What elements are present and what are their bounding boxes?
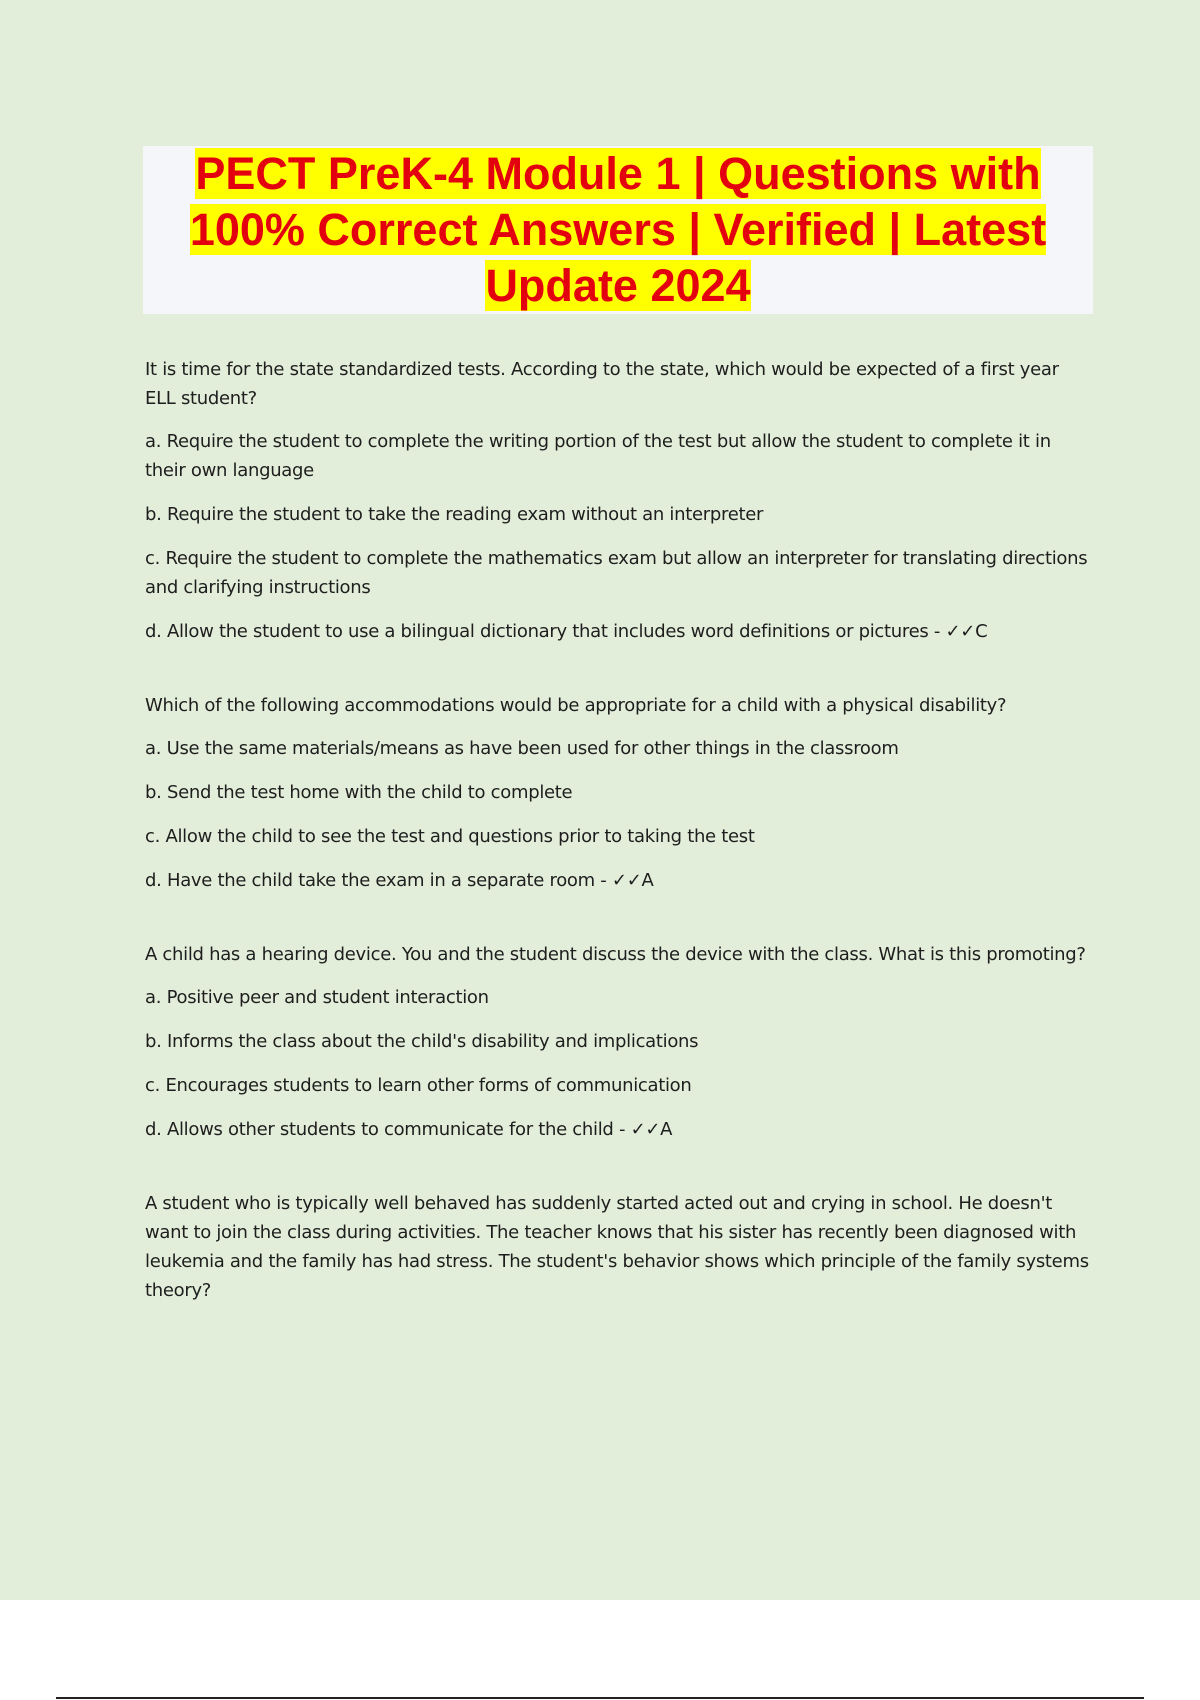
answer-option: c. Allow the child to see the test and questions prior to taking the test <box>145 826 755 847</box>
answer-option: a. Use the same materials/means as have been used for other things in the classroom <box>145 738 899 759</box>
question-text: A child has a hearing device. You and the student discuss the device with the class. What is this promoting? <box>145 944 1086 965</box>
document-title-box <box>143 146 1093 314</box>
answer-option-text: d. Have the child take the exam in a separate room <box>145 870 595 891</box>
answer-option: a. Positive peer and student interaction <box>145 987 489 1008</box>
answer-option: b. Send the test home with the child to complete <box>145 782 573 803</box>
document-title: PECT PreK-4 Module 1 | Questions with 100% Correct Answers | Verified | Latest Update 2024 <box>189 148 1047 311</box>
answer-option-last <box>145 866 1090 895</box>
document-body <box>145 355 1090 1350</box>
answer-option: b. Require the student to take the reading exam without an interpreter <box>145 504 764 525</box>
question-block <box>145 355 1090 646</box>
correct-answer-marker: - ✓✓C <box>933 621 988 642</box>
answer-option-last <box>145 1115 1090 1144</box>
answer-option: c. Require the student to complete the mathematics exam but allow an interpreter for translating directions and clarifying instructions <box>145 548 1088 598</box>
question-block <box>145 940 1090 1144</box>
answer-option: c. Encourages students to learn other forms of communication <box>145 1075 692 1096</box>
answer-option: b. Informs the class about the child's disability and implications <box>145 1031 699 1052</box>
question-text: Which of the following accommodations would be appropriate for a child with a physical disability? <box>145 695 1007 716</box>
question-text: A student who is typically well behaved has suddenly started acted out and crying in school. He doesn't want to join the class during activities. The teacher knows that his sister has recently been diagnosed with leukemia and the family has had stress. The student's behavior shows which principle of the family systems theory? <box>145 1193 1089 1301</box>
answer-option-text: d. Allows other students to communicate for the child <box>145 1119 614 1140</box>
correct-answer-marker: - ✓✓A <box>618 1119 673 1140</box>
answer-option: a. Require the student to complete the writing portion of the test but allow the student to complete it in their own language <box>145 431 1051 481</box>
correct-answer-marker: - ✓✓A <box>600 870 654 891</box>
question-block <box>145 1189 1090 1305</box>
page-divider <box>56 1697 1144 1699</box>
question-block <box>145 691 1090 895</box>
question-text: It is time for the state standardized tests. According to the state, which would be expected of a first year ELL student? <box>145 359 1059 409</box>
answer-option-text: d. Allow the student to use a bilingual dictionary that includes word definitions or pictures <box>145 621 929 642</box>
answer-option-last <box>145 617 1090 646</box>
